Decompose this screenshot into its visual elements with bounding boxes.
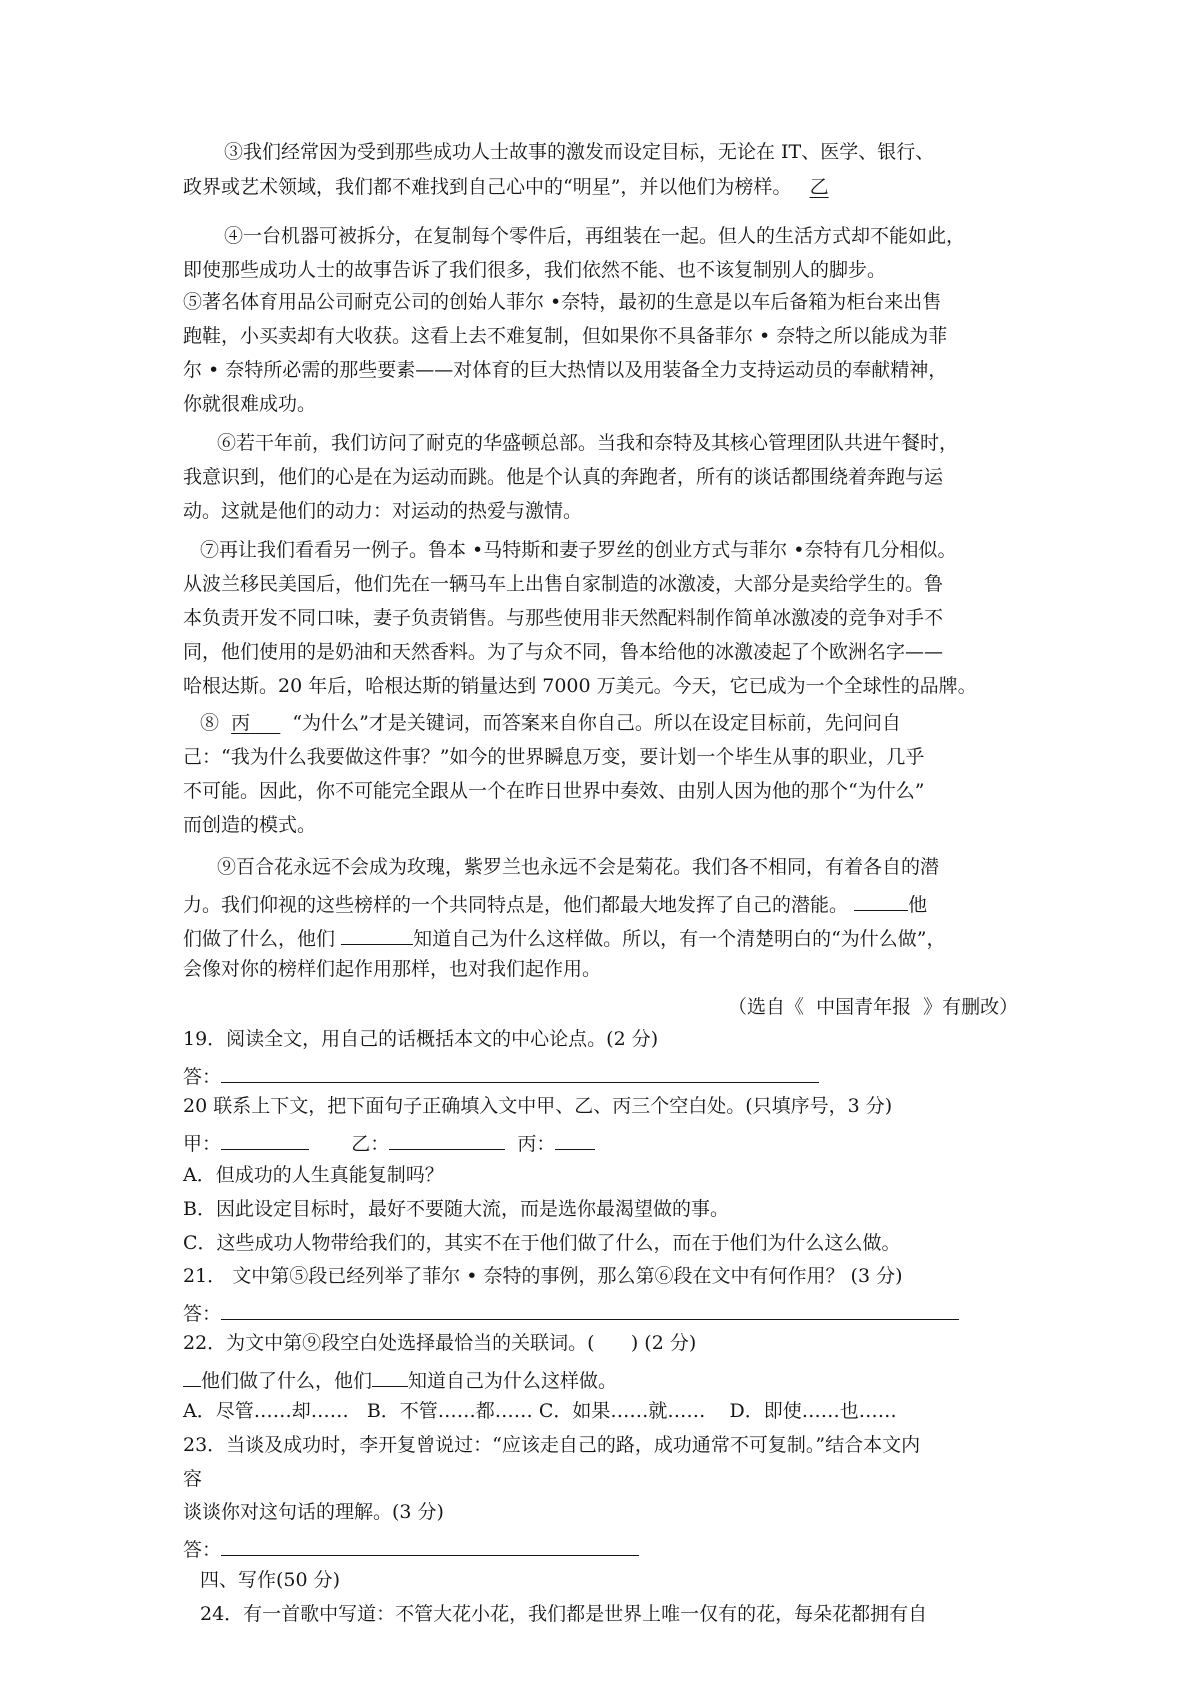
q23-line2: 容 (183, 1468, 203, 1490)
para5-line3: 尔 • 奈特所必需的那些要素——对体育的巨大热情以及用装备全力支持运动员的奉献精神， (183, 359, 948, 381)
para6-line3: 动。这就是他们的动力：对运动的热爱与激情。 (183, 500, 583, 522)
q24: 24．有一首歌中写道：不管大花小花，我们都是世界上唯一仅有的花，每朵花都拥有自 (200, 1603, 928, 1625)
para9-blank-2[interactable] (341, 926, 413, 945)
q22-sentence-b: 知道自己为什么这样做。 (408, 1370, 618, 1392)
source-note: （选自《 中国青年报 》有删改） (728, 996, 1019, 1018)
para8-line3: 不可能。因此，你不可能完全跟从一个在昨日世界中奏效、由别人因为他的那个“为什么” (183, 780, 925, 802)
q22: 22．为文中第⑨段空白处选择最恰当的关联词。( ) (2 分) (183, 1332, 697, 1354)
q19-answer-label: 答： (183, 1066, 222, 1088)
q23-answer-label: 答： (183, 1539, 222, 1561)
para7-line2: 从波兰移民美国后，他们先在一辆马车上出售自家制造的冰激凌，大部分是卖给学生的。鲁 (183, 573, 944, 595)
q22-sentence-a: 他们做了什么，他们 (201, 1370, 373, 1392)
q20-yi-blank[interactable] (389, 1131, 505, 1150)
para9-line3 (183, 926, 946, 949)
q19-answer (183, 1064, 819, 1087)
para9-line2 (183, 892, 927, 915)
para9-line2-end: 他 (908, 894, 928, 916)
q23-answer (183, 1537, 639, 1560)
para5-line1: ⑤著名体育用品公司耐克公司的创始人菲尔 •奈特，最初的生意是以车后备箱为柜台来出售 (183, 291, 942, 313)
section-writing-title: 四、写作(50 分) (200, 1569, 341, 1591)
q22-blank-1[interactable] (183, 1368, 201, 1387)
q20-bing-label: 丙： (517, 1133, 556, 1155)
q21-answer (183, 1301, 959, 1324)
para5-line2: 跑鞋，小买卖却有大收获。这看上去不难复制，但如果你不具备菲尔 • 奈特之所以能成为菲 (183, 325, 948, 347)
para7-line5: 哈根达斯。20 年后，哈根达斯的销量达到 7000 万美元。今天，它已成为一个全球性的品牌。 (183, 675, 977, 697)
blank-yi: 乙 (809, 176, 829, 198)
q21-answer-line[interactable] (221, 1301, 959, 1320)
q21: 21． 文中第⑤段已经列举了菲尔 • 奈特的事例，那么第⑥段在文中有何作用？ (3 分) (183, 1265, 903, 1287)
para3-line1: ③我们经常因为受到那些成功人士故事的激发而设定目标，无论在 IT、医学、银行、 (224, 141, 935, 163)
q20-jia-label: 甲： (183, 1133, 222, 1155)
q22-blank-2[interactable] (372, 1368, 408, 1387)
para8-line1 (200, 714, 901, 733)
q23-line1: 23．当谈及成功时，李开复曾说过：“应该走自己的路，成功通常不可复制。”结合本文内 (183, 1434, 921, 1456)
para9-line2-text: 力。我们仰视的这些榜样的一个共同特点是，他们都最大地发挥了自己的潜能。 (183, 894, 849, 916)
para9-line3-start: 们做了什么，他们 (183, 928, 336, 950)
para6-line1: ⑥若干年前，我们访问了耐克的华盛顿总部。当我和奈特及其核心管理团队共进午餐时， (217, 432, 959, 454)
q23-line3: 谈谈你对这句话的理解。(3 分) (183, 1501, 444, 1523)
para7-line3: 本负责开发不同口味，妻子负责销售。与那些使用非天然配料制作简单冰激凌的竞争对手不 (183, 607, 944, 629)
q19-answer-line[interactable] (221, 1064, 819, 1083)
para9-line4: 会像对你的榜样们起作用那样，也对我们起作用。 (183, 958, 602, 980)
blank-bing: 丙 (231, 712, 251, 734)
para9-blank-1[interactable] (854, 892, 908, 911)
q20-option-b: B．因此设定目标时，最好不要随大流，而是选你最渴望做的事。 (183, 1198, 729, 1220)
para5-line4: 你就很难成功。 (183, 393, 317, 415)
para4-line1: ④一台机器可被拆分，在复制每个零件后，再组装在一起。但人的生活方式却不能如此， (224, 225, 966, 247)
para7-line4: 同，他们使用的是奶油和天然香料。为了与众不同，鲁本给他的冰激凌起了个欧洲名字—— (183, 641, 944, 663)
para9-line1: ⑨百合花永远不会成为玫瑰，紫罗兰也永远不会是菊花。我们各不相同，有着各自的潜 (217, 856, 940, 878)
q21-answer-label: 答： (183, 1303, 222, 1325)
q20-option-c: C．这些成功人物带给我们的，其实不在于他们做了什么，而在于他们为什么这么做。 (183, 1232, 901, 1254)
para9-line3-end: 知道自己为什么这样做。所以，有一个清楚明白的“为什么做”， (413, 928, 946, 950)
q20-bing-blank[interactable] (555, 1131, 595, 1150)
q20-blanks (183, 1131, 595, 1154)
q20-jia-blank[interactable] (221, 1131, 309, 1150)
para6-line2: 我意识到，他们的心是在为运动而跳。他是个认真的奔跑者，所有的谈话都围绕着奔跑与运 (183, 466, 944, 488)
para8-line2: 己：“我为什么我要做这件事？”如今的世界瞬息万变，要计划一个毕生从事的职业，几乎 (183, 746, 925, 768)
para3-line2 (183, 178, 835, 197)
para4-line2: 即使那些成功人士的故事告诉了我们很多，我们依然不能、也不该复制别人的脚步。 (183, 259, 887, 281)
q19: 19．阅读全文，用自己的话概括本文的中心论点。(2 分) (183, 1028, 659, 1050)
para3-line2-text: 政界或艺术领域，我们都不难找到自己心中的“明星”，并以他们为榜样。 (183, 176, 792, 198)
para8-num: ⑧ (200, 712, 220, 734)
q20: 20 联系上下文，把下面句子正确填入文中甲、乙、丙三个空白处。(只填序号，3 分) (183, 1095, 893, 1117)
q22-options: A．尽管……却…… B．不管……都…… C．如果……就…… D．即使……也…… (183, 1400, 897, 1422)
para8-line1-rest: “为什么”才是关键词，而答案来自你自己。所以在设定目标前，先问问自 (292, 712, 901, 734)
para8-line4: 而创造的模式。 (183, 814, 317, 836)
para7-line1: ⑦再让我们看看另一例子。鲁本 •马特斯和妻子罗丝的创业方式与菲尔 •奈特有几分相似。 (200, 539, 957, 561)
q22-sentence (183, 1368, 617, 1391)
q23-answer-line[interactable] (221, 1537, 639, 1556)
q20-option-a: A．但成功的人生真能复制吗？ (183, 1164, 444, 1186)
q20-yi-label: 乙： (351, 1133, 390, 1155)
